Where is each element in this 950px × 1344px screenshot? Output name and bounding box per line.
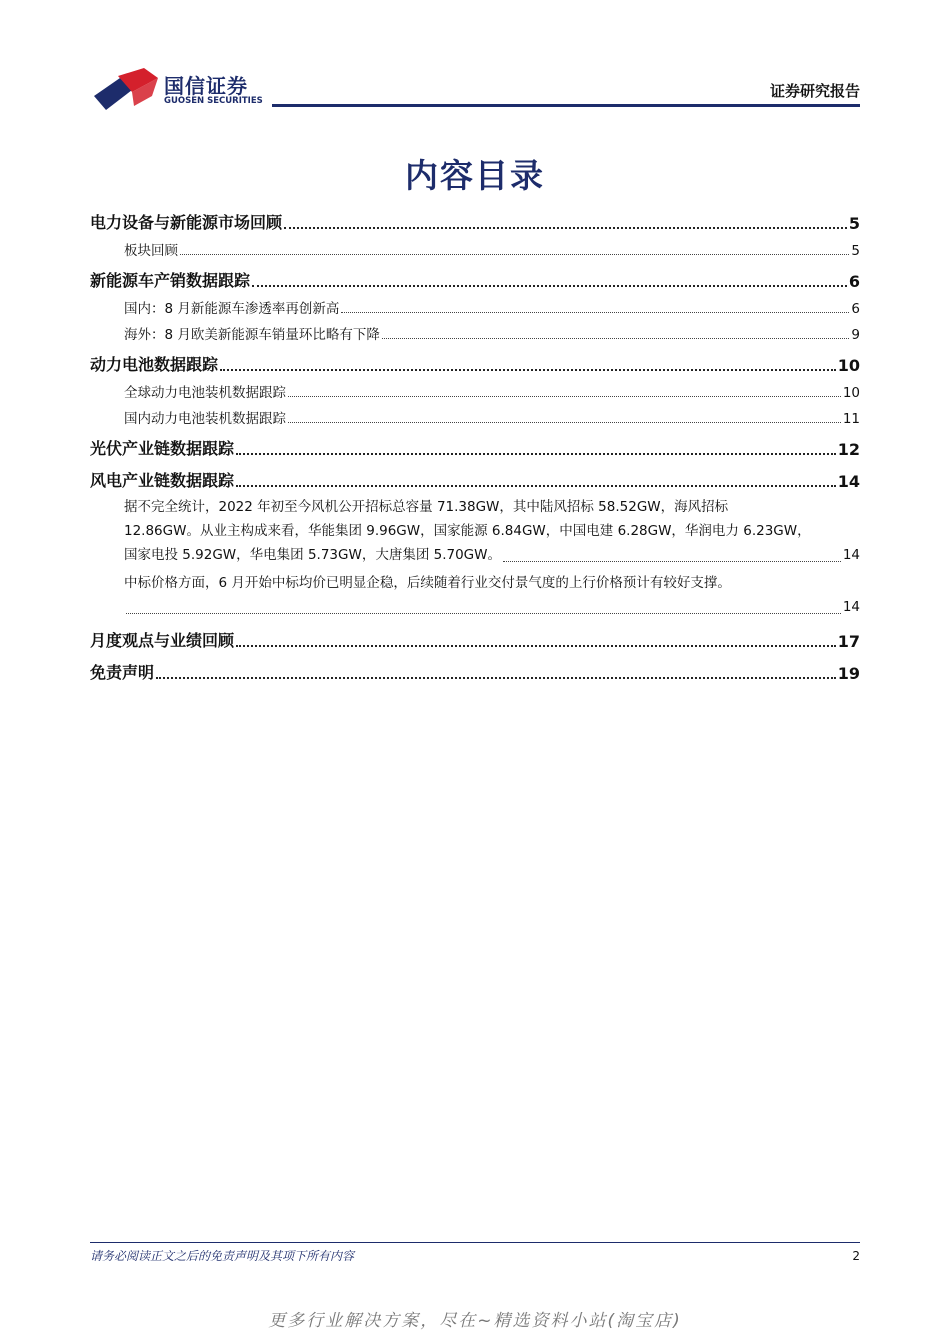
toc-entry-section-3-2[interactable]	[90, 401, 860, 427]
toc-entry-section-3-1[interactable]	[90, 375, 860, 401]
toc-leader-dots	[220, 369, 836, 371]
toc-entry-title: 国内：8 月新能源车渗透率再创新高	[124, 301, 340, 317]
guosen-logo-icon	[92, 66, 162, 112]
disclaimer-note: 请务必阅读正文之后的免责声明及其项下所有内容	[90, 1249, 355, 1263]
toc-entry-title: 海外：8 月欧美新能源车销量环比略有下降	[124, 327, 380, 343]
toc-entry-title: 月度观点与业绩回顾	[90, 631, 235, 650]
toc-leader-dots	[180, 254, 849, 255]
table-of-contents	[90, 201, 860, 683]
toc-entry-section-1[interactable]	[90, 204, 860, 233]
toc-entry-section-5-2[interactable]	[90, 571, 860, 619]
toc-entry-title: 光伏产业链数据跟踪	[90, 439, 235, 458]
header-divider	[272, 104, 860, 107]
toc-entry-page: 14	[842, 599, 860, 615]
toc-entry-section-4[interactable]	[90, 430, 860, 459]
toc-entry-text-line: 据不完全统计，2022 年初至今风机公开招标总容量 71.38GW，其中陆风招标 58.52GW，海风招标	[124, 499, 729, 515]
toc-entry-section-2-1[interactable]	[90, 291, 860, 317]
toc-entry-page: 6	[848, 272, 860, 291]
guosen-logo	[92, 66, 262, 112]
toc-leader-dots	[382, 338, 850, 339]
page-title: 内容目录	[405, 156, 545, 195]
toc-entry-page: 6	[851, 301, 860, 317]
toc-leader-dots	[341, 312, 849, 313]
toc-entry-page: 14	[837, 472, 860, 491]
toc-entry-title: 新能源车产销数据跟踪	[90, 271, 251, 290]
toc-entry-text-line: 12.86GW。从业主构成来看，华能集团 9.96GW，国家能源 6.84GW，中国电建 6.28GW，华润电力 6.23GW，	[124, 523, 811, 539]
report-type-label: 证券研究报告	[769, 82, 860, 100]
logo-chinese-name: 国信证券	[164, 74, 248, 98]
toc-entry-text-line: 中标价格方面，6 月开始中标均价已明显企稳，后续随着行业交付景气度的上行价格预计有较好支撑。	[124, 575, 731, 591]
toc-entry-section-5-1[interactable]	[90, 495, 860, 567]
toc-leader-dots	[126, 613, 841, 614]
toc-entry-title: 电力设备与新能源市场回顾	[90, 213, 283, 232]
toc-leader-dots	[236, 453, 836, 455]
toc-leader-dots	[156, 677, 836, 679]
toc-entry-page: 5	[848, 214, 860, 233]
watermark-text: 更多行业解决方案，尽在~精选资料小站(淘宝店)	[268, 1311, 682, 1331]
toc-entry-page: 12	[837, 440, 860, 459]
toc-entry-page: 10	[842, 385, 860, 401]
toc-entry-page: 9	[851, 327, 860, 343]
toc-entry-section-7[interactable]	[90, 654, 860, 683]
toc-entry-title: 国内动力电池装机数据跟踪	[124, 411, 286, 427]
toc-leader-dots	[288, 396, 841, 397]
toc-entry-section-6[interactable]	[90, 622, 860, 651]
toc-entry-text-line: 国家电投 5.92GW，华电集团 5.73GW，大唐集团 5.70GW。	[124, 547, 501, 563]
footer-divider	[90, 1242, 860, 1243]
toc-entry-page: 17	[837, 632, 860, 651]
toc-leader-dots	[284, 227, 847, 229]
toc-entry-page: 10	[837, 356, 860, 375]
toc-leader-dots	[252, 285, 847, 287]
toc-entry-title: 免责声明	[90, 663, 155, 682]
toc-entry-page: 19	[837, 664, 860, 683]
toc-entry-page: 14	[842, 547, 860, 563]
toc-entry-section-2[interactable]	[90, 262, 860, 291]
toc-entry-section-1-1[interactable]	[90, 233, 860, 259]
logo-english-name: GUOSEN SECURITIES	[164, 96, 263, 106]
toc-entry-title: 全球动力电池装机数据跟踪	[124, 385, 286, 401]
toc-entry-title: 板块回顾	[124, 243, 178, 259]
page-header	[0, 0, 950, 120]
toc-leader-dots	[288, 422, 841, 423]
toc-entry-page: 11	[842, 411, 860, 427]
toc-entry-title: 动力电池数据跟踪	[90, 355, 219, 374]
toc-leader-dots	[503, 561, 841, 562]
toc-entry-page: 5	[851, 243, 860, 259]
toc-entry-title: 风电产业链数据跟踪	[90, 471, 235, 490]
page-number: 2	[852, 1249, 860, 1263]
toc-entry-section-3[interactable]	[90, 346, 860, 375]
toc-entry-section-2-2[interactable]	[90, 317, 860, 343]
toc-leader-dots	[236, 645, 836, 647]
toc-leader-dots	[236, 485, 836, 487]
toc-entry-section-5[interactable]	[90, 462, 860, 491]
